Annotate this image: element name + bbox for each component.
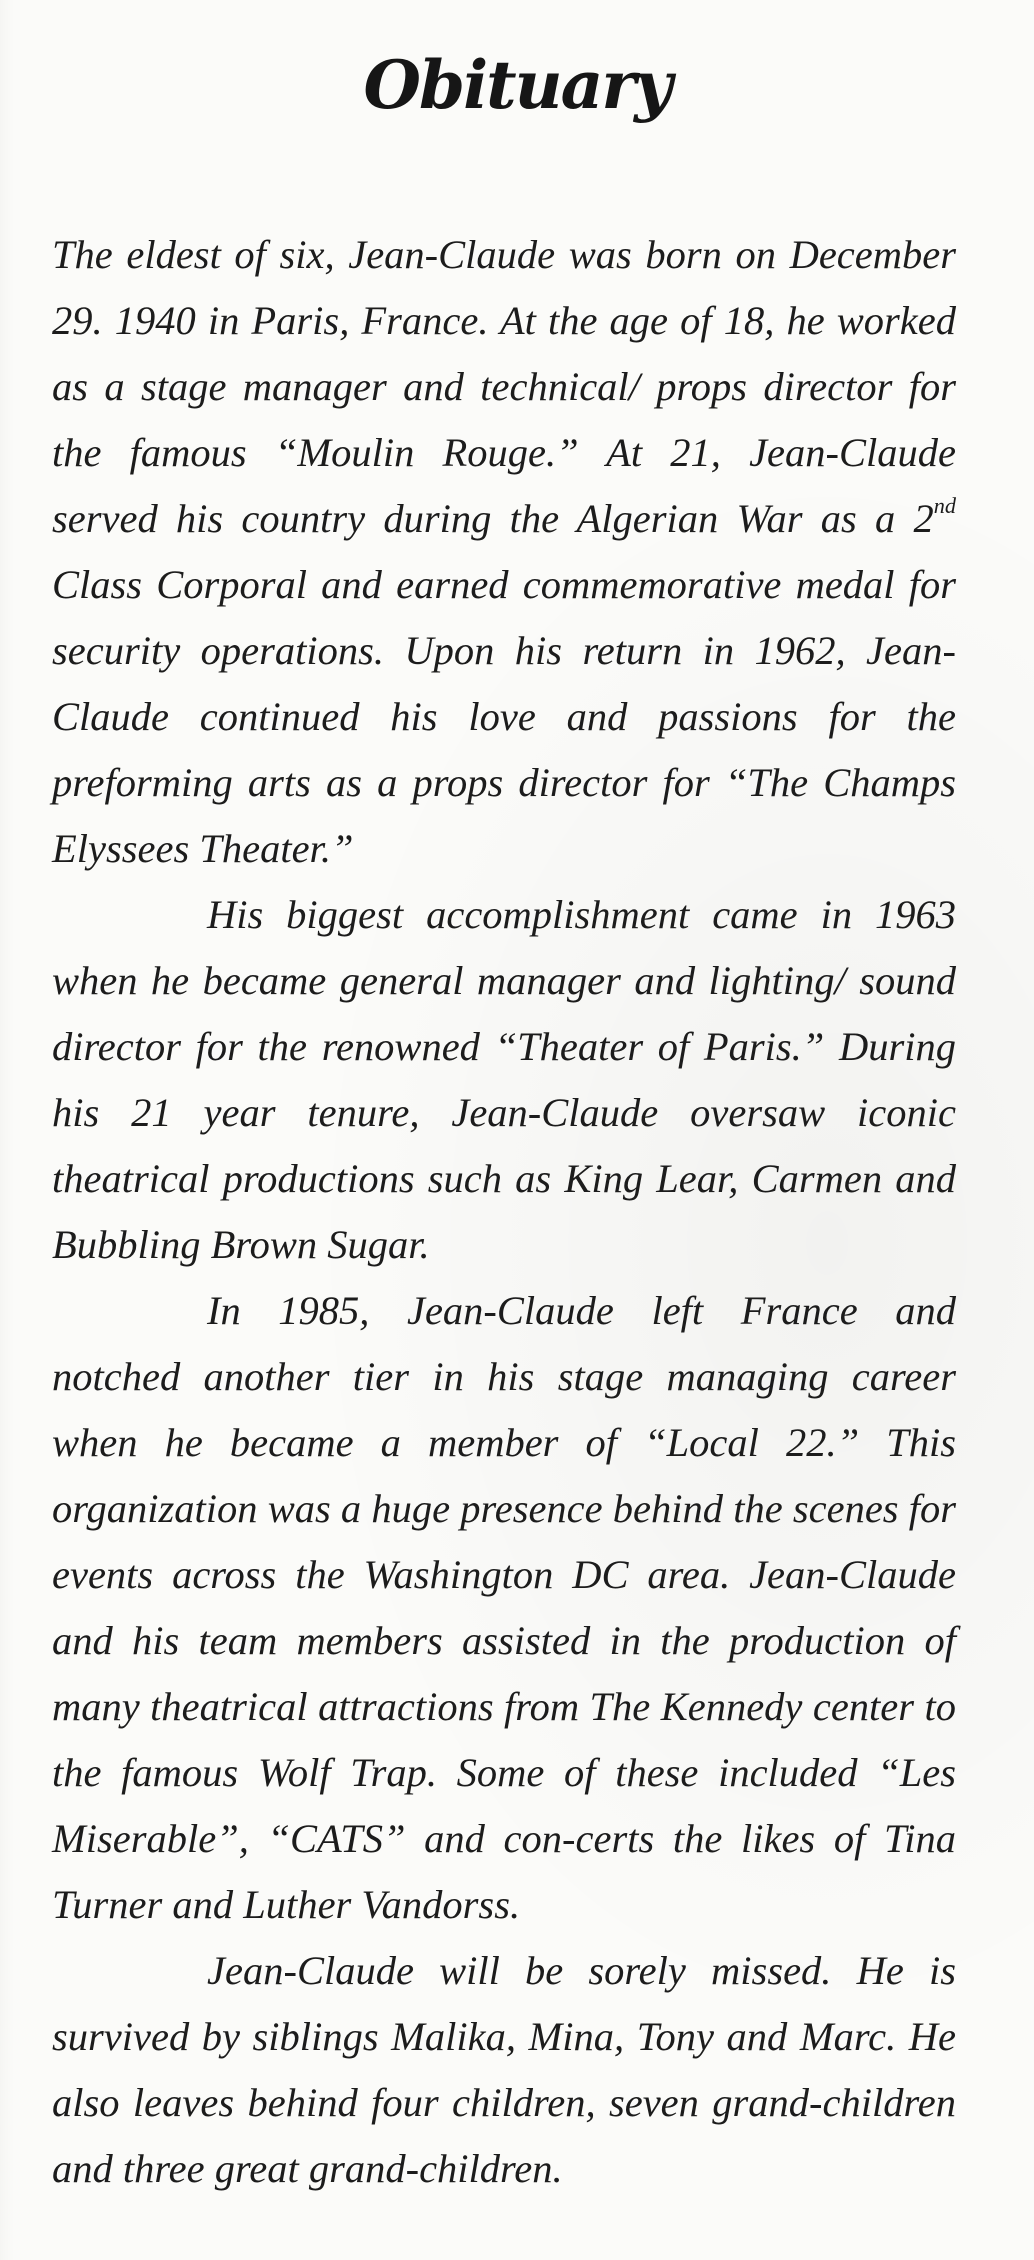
paragraph-survivors: Jean-Claude will be sorely missed. He is survived by siblings Malika, Mina, Tony and Marc. He also leaves behind four children, seven grand-children and three great grand-children. <box>52 1948 956 2191</box>
paragraph-local-22: In 1985, Jean-Claude left France and notched another tier in his stage managing career when he became a member of “Local 22.” This organization was a huge presence behind the scenes for events across the Washington DC area. Jean-Claude and his team members assisted in the production of many theatrical attractions from The Kennedy center to the famous Wolf Trap. Some of these included “Les Miserable”, “CATS” and con-certs the likes of Tina Turner and Luther Vandorss. <box>52 1288 956 1927</box>
paragraph-early-life-text-a: The eldest of six, Jean-Claude was born on December 29. 1940 in Paris, France. At the age of 18, he worked as a stage manager and technical/ props director for the famous “Moulin Rouge.” At 21, Jean-Claude served his country during the Algerian War as a 2 <box>52 232 956 541</box>
page-title: Obituary <box>363 46 671 124</box>
ordinal-suffix: nd <box>933 493 956 519</box>
paragraph-early-life <box>52 222 956 882</box>
obituary-body <box>52 222 956 2202</box>
paragraph-career: His biggest accomplishment came in 1963 when he became general manager and lighting/ sound director for the renowned “Theater of Paris.” During his 21 year tenure, Jean-Claude oversaw iconic theatrical productions such as King Lear, Carmen and Bubbling Brown Sugar. <box>52 892 956 1267</box>
paragraph-early-life-text-b: Class Corporal and earned commemorative medal for security operations. Upon his return in 1962, Jean-Claude continued his love and passions for the preforming arts as a props director for “The Champs Elyssees Theater.” <box>52 562 956 871</box>
